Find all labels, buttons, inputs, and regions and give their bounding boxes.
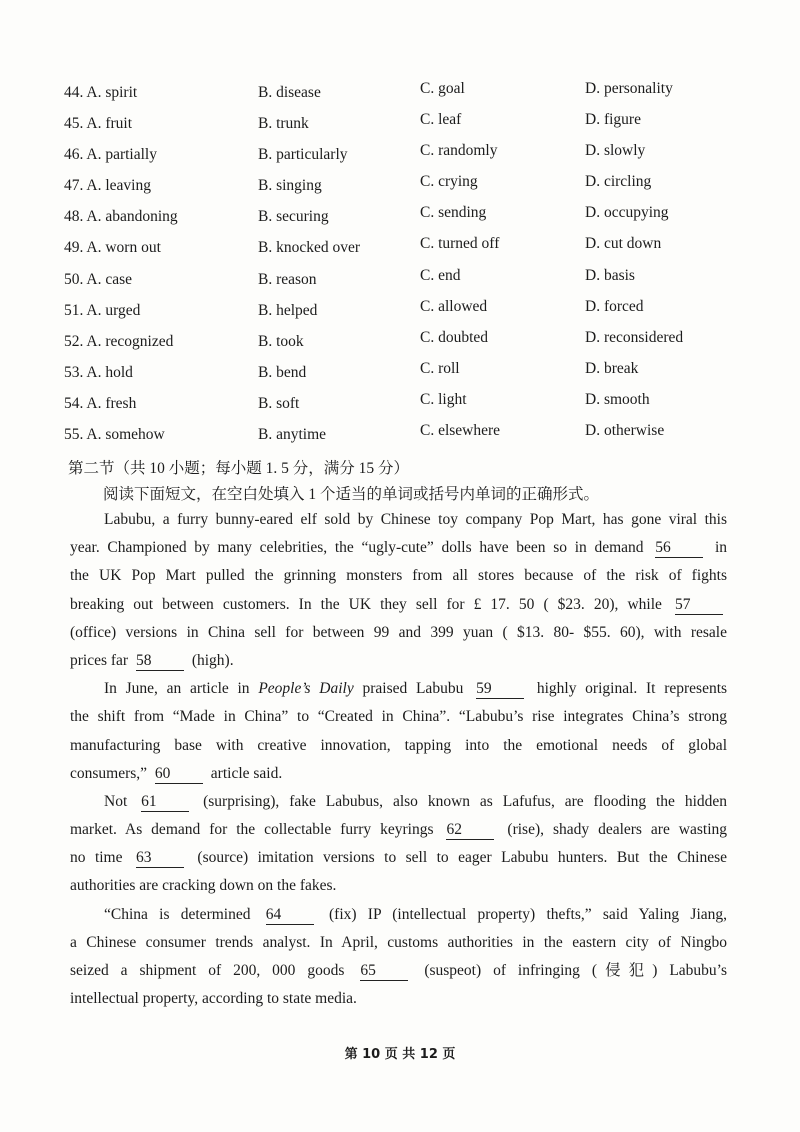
option-choice: D. otherwise [585, 422, 665, 440]
passage-line [70, 929, 727, 957]
passage-line [70, 534, 727, 562]
passage-line [70, 562, 727, 590]
option-choice: 48. A. abandoning [64, 208, 178, 226]
option-choice: 52. A. recognized [64, 332, 174, 350]
passage-line [70, 872, 727, 900]
passage-text: intellectual property, according to state media. [70, 990, 357, 1008]
option-choice: 50. A. case [64, 270, 133, 288]
passage-text: (office) versions in China sell for between 99 and 399 yuan ( $13. 80- $55. 60), with resale [70, 623, 727, 641]
option-choice: 54. A. fresh [64, 394, 137, 412]
passage-text: market. As demand for the collectable furry keyrings [70, 821, 434, 839]
blank-63[interactable]: 63 [136, 849, 184, 868]
passage-text: consumers,” [70, 764, 148, 782]
option-choice: B. helped [258, 301, 318, 319]
passage-line [70, 703, 727, 731]
option-choice: D. reconsidered [585, 328, 684, 346]
option-choice: D. figure [585, 111, 641, 129]
option-choice: B. securing [258, 208, 329, 226]
option-choice: C. crying [420, 173, 478, 191]
passage-text: the UK Pop Mart pulled the grinning monsters from all stores because of the risk of fights [70, 567, 727, 585]
passage-line [70, 506, 727, 534]
passage-text: Labubu, a furry bunny-eared elf sold by Chinese toy company Pop Mart, has gone viral this [104, 511, 727, 528]
option-choice: 53. A. hold [64, 363, 133, 381]
option-choice: C. doubted [420, 328, 489, 346]
passage-line [70, 957, 727, 985]
passage-text: Not [104, 792, 128, 810]
option-choice: B. anytime [258, 426, 327, 444]
instruction: 阅读下面短文，在空白处填入 1 个适当的单词或括号内单词的正确形式。 [103, 486, 600, 503]
passage-text: (high). [191, 651, 234, 669]
option-choice: C. end [420, 266, 461, 284]
answer-options-table [64, 80, 744, 457]
option-choice: 49. A. worn out [64, 239, 161, 257]
passage-text: year. Championed by many celebrities, the “ugly-cute” dolls have been so in demand [70, 539, 644, 557]
passage-line [70, 760, 727, 788]
passage-text: authorities are cracking down on the fakes. [70, 877, 337, 895]
passage-text: (fix) IP (intellectual property) thefts,” said Yaling Jiang, [329, 905, 728, 923]
option-choice: D. basis [585, 266, 635, 284]
option-choice: B. trunk [258, 115, 309, 133]
passage-text: praised Labubu [362, 680, 464, 698]
option-row [64, 328, 744, 364]
passage-text: (suspeot) of infringing (侵犯) Labubu’s [424, 962, 728, 979]
option-choice: C. randomly [420, 142, 498, 160]
passage-text: prices far [70, 651, 129, 669]
option-choice: B. singing [258, 177, 322, 195]
passage-text: (surprising), fake Labubus, also known as Lafufus, are flooding the hidden [203, 792, 728, 810]
blank-60[interactable]: 60 [155, 765, 203, 784]
option-choice: D. personality [585, 80, 673, 97]
option-choice: 46. A. partially [64, 146, 157, 164]
section-title: 第二节（共 10 小题；每小题 1. 5 分，满分 15 分） [68, 460, 410, 477]
passage-text: article said. [210, 764, 283, 782]
blank-64[interactable]: 64 [266, 906, 314, 925]
option-choice: D. break [585, 359, 639, 377]
option-choice: C. turned off [420, 235, 500, 253]
blank-58[interactable]: 58 [136, 652, 184, 671]
option-choice: B. particularly [258, 146, 348, 164]
passage-text: in [714, 539, 728, 557]
page-footer: 第 10 页 共 12 页 [344, 1047, 456, 1062]
blank-57[interactable]: 57 [675, 596, 723, 615]
option-choice: 44. A. spirit [64, 84, 138, 101]
passage-line [70, 844, 727, 872]
option-choice: C. goal [420, 80, 465, 97]
passage-text: the shift from “Made in China” to “Created in China”. “Labubu’s rise integrates China’s strong [70, 708, 727, 726]
option-choice: C. light [420, 390, 467, 408]
option-choice: D. slowly [585, 142, 646, 160]
option-choice: D. cut down [585, 235, 662, 253]
passage-text: highly original. It represents [536, 680, 728, 698]
italic-title: People’s Daily [258, 680, 354, 698]
passage-line [70, 816, 727, 844]
option-choice: B. disease [258, 84, 321, 101]
passage-line [70, 675, 727, 703]
blank-59[interactable]: 59 [476, 680, 524, 699]
passage-text: breaking out between customers. In the UK they sell for £ 17. 50 ( $23. 20), while [70, 595, 662, 613]
blank-65[interactable]: 65 [360, 962, 408, 981]
passage-line [70, 901, 727, 929]
option-choice: 55. A. somehow [64, 426, 165, 444]
option-choice: B. bend [258, 363, 307, 381]
option-choice: B. reason [258, 270, 317, 288]
passage-text: (rise), shady dealers are wasting [507, 821, 727, 839]
passage-line [70, 647, 727, 675]
blank-56[interactable]: 56 [655, 539, 703, 558]
option-choice: C. elsewhere [420, 422, 501, 440]
option-choice: 47. A. leaving [64, 177, 151, 195]
blank-62[interactable]: 62 [446, 821, 494, 840]
passage-line [70, 985, 727, 1013]
blank-61[interactable]: 61 [141, 793, 189, 812]
option-choice: C. sending [420, 204, 487, 222]
option-row [64, 80, 744, 115]
option-choice: 45. A. fruit [64, 115, 133, 133]
option-choice: C. roll [420, 359, 460, 377]
passage [70, 506, 727, 1013]
passage-text: a Chinese consumer trends analyst. In April, customs authorities in the eastern city of Ningbo [70, 933, 727, 951]
passage-text: In June, an article in [104, 680, 259, 698]
passage-line [70, 788, 727, 816]
option-choice: C. leaf [420, 111, 462, 129]
passage-text: manufacturing base with creative innovation, tapping into the emotional needs of global [70, 736, 727, 754]
option-choice: D. occupying [585, 204, 669, 222]
option-choice: D. forced [585, 297, 644, 315]
option-row [64, 422, 744, 457]
passage-text: seized a shipment of 200, 000 goods [70, 962, 345, 979]
option-choice: 51. A. urged [64, 301, 141, 319]
passage-text: no time [70, 849, 123, 867]
option-choice: B. took [258, 332, 304, 350]
option-choice: D. circling [585, 173, 652, 191]
passage-line [70, 591, 727, 619]
option-choice: B. soft [258, 394, 300, 412]
passage-line [70, 619, 727, 647]
passage-text: “China is determined [104, 905, 251, 923]
passage-line [70, 732, 727, 760]
option-choice: B. knocked over [258, 239, 361, 257]
option-row [64, 235, 744, 270]
option-choice: C. allowed [420, 297, 488, 315]
option-choice: D. smooth [585, 390, 650, 408]
passage-text: (source) imitation versions to sell to eager Labubu hunters. But the Chinese [197, 849, 728, 867]
